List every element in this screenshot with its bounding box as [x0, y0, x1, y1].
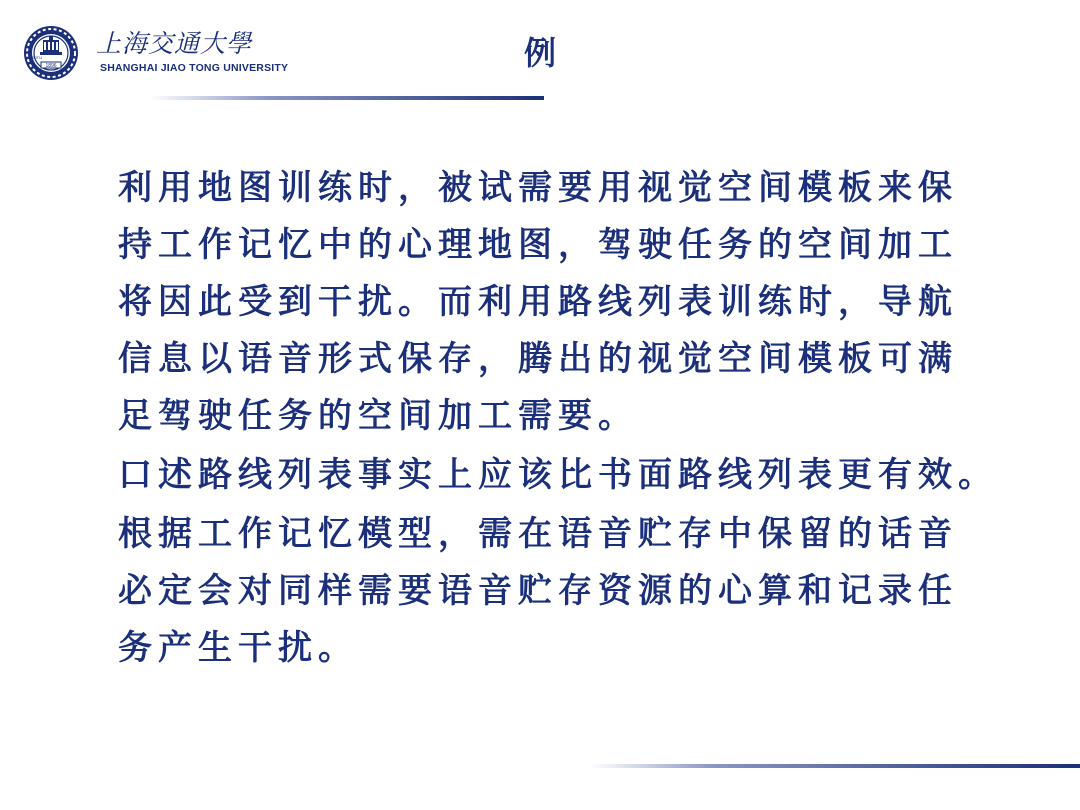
university-name-cn: 上海交通大學: [96, 29, 253, 58]
university-name-en: SHANGHAI JIAO TONG UNIVERSITY: [100, 62, 289, 74]
footer-divider: [590, 764, 1080, 768]
para1-line: 信息以语音形式保存，腾出的视觉空间模板可满: [118, 339, 958, 379]
university-logo: [22, 22, 289, 86]
para1-line: 将因此受到干扰。而利用路线列表训练时，导航: [118, 282, 958, 322]
para1-line: 持工作记忆中的心理地图，驾驶任务的空间加工: [118, 225, 958, 265]
para3-line: 必定会对同样需要语音贮存资源的心算和记录任: [118, 571, 958, 611]
para2-line: 口述路线列表事实上应该比书面路线列表更有效。: [118, 455, 998, 495]
slide-title: 例: [523, 34, 556, 72]
para3-line: 根据工作记忆模型，需在语音贮存中保留的话音: [118, 514, 958, 554]
slide-body: [118, 160, 1018, 677]
header-divider: [150, 96, 544, 100]
para1-line: 利用地图训练时，被试需要用视觉空间模板来保: [118, 168, 958, 208]
university-seal-icon: [22, 24, 80, 82]
seal-year: 1896: [45, 63, 57, 69]
para1-line: 足驾驶任务的空间加工需要。: [118, 396, 638, 436]
seal-letters: SJTU: [32, 55, 42, 60]
para3-line: 务产生干扰。: [118, 628, 358, 668]
